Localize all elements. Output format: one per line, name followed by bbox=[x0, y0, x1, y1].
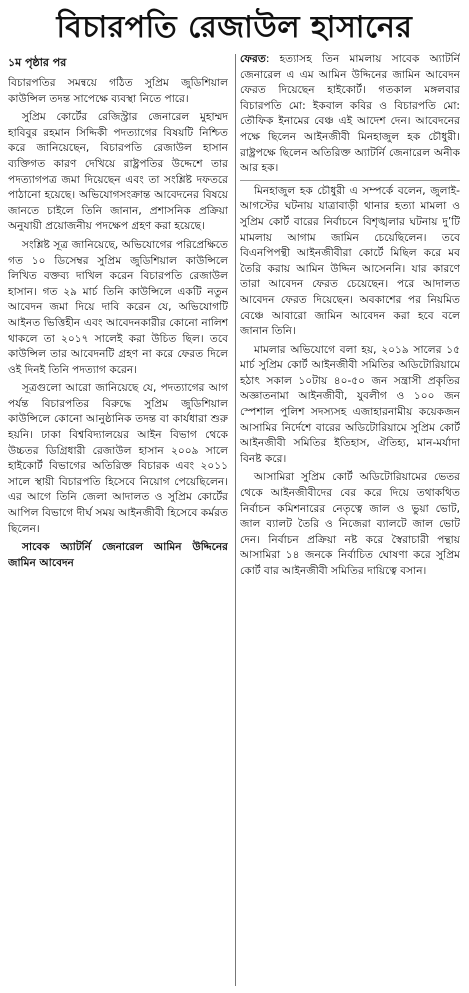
paragraph: আসামিরা সুপ্রিম কোর্ট অডিটোরিয়ামের ভেতর থেকে আইনজীবীদের বের করে দিয়ে তথাকথিত নির্বাচন কমিশনারের নেতৃত্বে জাল ও ভুয়া ভোট, জাল ব্যালট তৈরি ও নিজেরা ব্যালটে জাল ভোট দেন। নির্বাচন প্রক্রিয়া নষ্ট করে স্বৈরাচারী পন্থায় আসামিরা ১৪ জনকে নির্বাচিত ঘোষণা করে সুপ্রিম কোর্ট বার আইনজীবী সমিতির দায়িত্বে বসান। bbox=[240, 471, 460, 577]
paragraph: মিনহাজুল হক চৌধুরী এ সম্পর্কে বলেন, জুলাই-আগস্টের ঘটনায় যাত্রাবাড়ী থানার হত্যা মামলা ও সুপ্রিম কোর্ট বারের নির্বাচনে বিশৃঙ্খলার ঘটনায় দু’টি মামলায় আগাম জামিন চেয়েছিলেন। তবে বিএনপিপন্থী আইনজীবীরা কোর্টে মিছিল করে মব তৈরি করায় আমিন উদ্দিন আসেননি। যার কারণে তারা আবেদন ফেরত চেয়েছেন। পরে আদালত আবেদন ফেরত দিয়েছেন। অবকাশের পর নিয়মিত বেঞ্চে আবারো জামিন আবেদন করা হবে বলে জানান তিনি। bbox=[240, 184, 460, 338]
divider bbox=[240, 180, 460, 181]
subheading: সাবেক অ্যাটর্নি জেনারেল আমিন উদ্দিনের জামিন আবেদন bbox=[8, 541, 228, 569]
paragraph: মামলার অভিযোগে বলা হয়, ২০১৯ সালের ১৫ মার্চ সুপ্রিম কোর্ট আইনজীবী সমিতির অডিটোরিয়ামে হঠাৎ সকাল ১০টায় ৪০-৫০ জন সন্ত্রাসী প্রকৃতির অজ্ঞাতনামা আইনজীবী, যুবলীগ ও ১০০ জন স্পেশাল পুলিশ সদস্যসহ এজাহারনামীয় কয়েকজন আসামির নির্দেশে বারের অডিটোরিয়ামে সুপ্রিম কোর্ট আইনজীবী সমিতির ইতিহাস, ঐতিহ্য, মান-মর্যাদা বিনষ্ট করে। bbox=[240, 343, 460, 465]
paragraph bbox=[240, 52, 460, 177]
paragraph: সুপ্রিম কোর্টের রেজিস্ট্রার জেনারেল মুহাম্মদ হাবিবুর রহমান সিদ্দিকী পদত্যাগের বিষয়টি নিশ্চিত করে জানিয়েছেন, বিচারপতি রেজাউল হাসান ব্যক্তিগত কারণ দেখিয়ে রাষ্ট্রপতির উদ্দেশে তার পদত্যাগপত্র জমা দিয়েছেন এবং তা সংশ্লিষ্ট দফতরে পাঠানো হয়েছে। অভিযোগসংক্রান্ত আবেদনের বিষয়ে জানতে চাইলে তিনি জানান, প্রশাসনিক প্রক্রিয়া অনুযায়ী প্রয়োজনীয় পদক্ষেপ গ্রহণ করা হয়েছে। bbox=[8, 111, 228, 233]
paragraph: সংশ্লিষ্ট সূত্র জানিয়েছে, অভিযোগের পরিপ্রেক্ষিতে গত ১০ ডিসেম্বর সুপ্রিম জুডিশিয়াল কাউন্সিলে লিখিত বক্তব্য দাখিল করেন বিচারপতি রেজাউল হাসান। গত ২৯ মার্চ তিনি কাউন্সিলে একটি নতুন আবেদন জমা দিয়ে দাবি করেন যে, অভিযোগটি আইনত ভিত্তিহীন এবং আবেদনকারীর কোনো নালিশ থাকলে তা ২০১৭ সালেই করা উচিত ছিল। তবে কাউন্সিল তার আবেদনটি গ্রহণ না করে ফেরত দিলে ওই দিনই তিনি পদত্যাগ করেন। bbox=[8, 238, 228, 376]
article-columns bbox=[8, 52, 461, 990]
paragraph-text: : হত্যাসহ তিন মামলায় সাবেক অ্যাটর্নি জেনারেল এ এম আমিন উদ্দিনের জামিন আবেদন ফেরত দিয়েছেন হাইকোর্ট। গতকাল মঙ্গলবার বিচারপতি মো: ইকবাল কবির ও বিচারপতি মো: তৌফিক ইনামের বেঞ্চ এই আদেশ দেন। আবেদনের পক্ষে ছিলেন আইনজীবী মিনহাজুল হক চৌধুরী। রাষ্ট্রপক্ষে ছিলেন অতিরিক্ত অ্যাটর্নি জেনারেল অনীক আর হক। bbox=[240, 53, 460, 175]
left-column bbox=[8, 52, 228, 990]
paragraph: বিচারপতির সমন্বয়ে গঠিত সুপ্রিম জুডিশিয়াল কাউন্সিল তদন্ত সাপেক্ষে ব্যবস্থা নিতে পারে। bbox=[8, 77, 228, 105]
headline: বিচারপতি রেজাউল হাসানের bbox=[56, 10, 413, 45]
lead-tag: ফেরত bbox=[240, 53, 266, 65]
right-column bbox=[240, 52, 460, 990]
paragraph: সূত্রগুলো আরো জানিয়েছে যে, পদত্যাগের আগ পর্যন্ত বিচারপতির বিরুদ্ধে সুপ্রিম জুডিশিয়াল কাউন্সিলে কোনো আনুষ্ঠানিক তদন্ত বা কার্যধারা শুরু হয়নি। ঢাকা বিশ্ববিদ্যালয়ের আইন বিভাগ থেকে উচ্চতর ডিগ্রিধারী রেজাউল হাসান ২০০৯ সালে হাইকোর্ট বিভাগের অতিরিক্ত বিচারক এবং ২০১১ সালে স্থায়ী বিচারপতি হিসেবে নিয়োগ পেয়েছিলেন। এর আগে তিনি জেলা আদালত ও সুপ্রিম কোর্টের আপিল বিভাগে দীর্ঘ সময় আইনজীবী হিসেবে কর্মরত ছিলেন। bbox=[8, 382, 228, 535]
continuation-label: ১ম পৃষ্ঠার পর bbox=[8, 56, 67, 69]
